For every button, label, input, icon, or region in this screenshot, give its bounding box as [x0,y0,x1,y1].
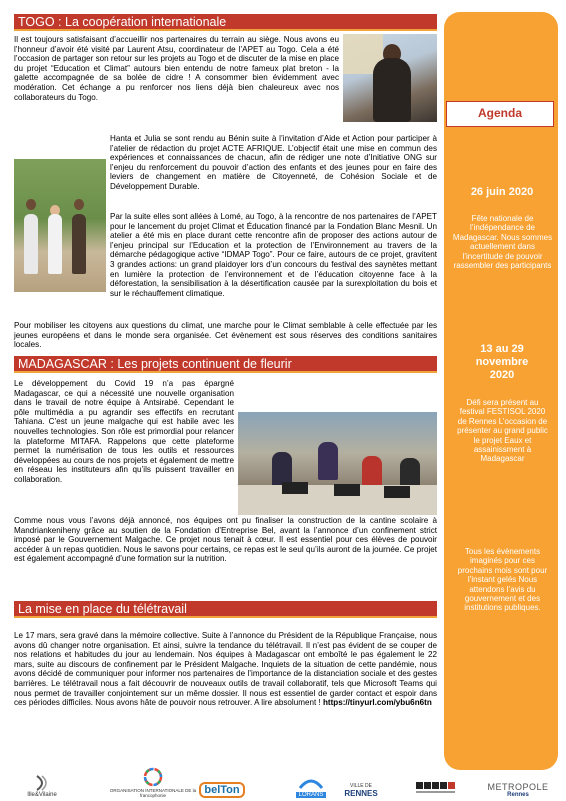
agenda-text-2: Défi sera présent au festival FESTISOL 2020 de Rennes L’occasion de présenter au grand public le projet Eaux et assainissment à Madagascar [457,398,548,464]
section-title-teletravail: La mise en place du télétravail [14,601,437,618]
madagascar-paragraph-2: Comme nous vous l’avons déjà annoncé, nos équipes ont pu finaliser la construction de la cantine scolaire à Mandriankeniheny grâce au soutien de la Fondation d’Entreprise Bel, avant la l’annonce d’un confinement strict imposé par le Gouvernement Malgache. Ce projet nous tenait à cœur. Il est essentiel pour ces élèves de pouvoir accéder à un repas quotidien. Nous le savons pour certains, ce repas est le seul qu’ils auront de la journée. Ce projet est également accompagné d’une formation sur la nutrition. [14,516,437,564]
togo-paragraph-1: Il est toujours satisfaisant d’accueillir nos partenaires du terrain au siège. Nous avons eu l’honneur d’avoir été visité par Laurent Atsu, coordinateur de l’APET au Togo. Cela a été l’occasion de partager son retour sur les projets au Togo et de discuter de la mise en place du projet “Education et Climat” autours bien entendu de notre fameux plat breton - la galette accompagnée de sa bolée de cidre ! A consommer bien évidemment avec modération. Cet échange a pu renforcer nos liens déjà bien chaleureux avec nos collaborateurs du Togo. [14,35,339,102]
lorans-icon [298,774,324,792]
partner-logos [12,762,562,798]
togo-paragraph-2: Hanta et Julia se sont rendu au Bénin suite à l’invitation d’Aide et Action pour participer à l’atelier de rédaction du projet ACTE AFRIQUE. L’objectif était une mise en commun des expériences et connaissances de chacun, afin de rédiger une note d’Initiative ONG sur l’enjeu du renforcement du pouvoir d’action des enfants et des jeunes pour en faire des leviers de changement en matière de Citoyenneté, de Cohésion Sociale et de Développement Durable. [110,134,437,191]
logo-francophonie: ORGANISATION INTERNATIONALE DE la francophonie [108,762,198,798]
togo-paragraph-4: Pour mobiliser les citoyens aux questions du climat, une marche pour le Climat semblable à celle effectuée par les jeunes européens et dans le monde sera organisée. Cet évènement est sous réserves des conditions sanitaires locales. [14,321,437,350]
tinyurl-link[interactable]: https://tinyurl.com/ybu6n6tn [322,698,432,708]
francophonie-icon [142,766,164,788]
section-title-madagascar: MADAGASCAR : Les projets continuent de fleurir [14,356,437,373]
logo-reseau [416,762,460,798]
madagascar-paragraph-1: Le développement du Covid 19 n’a pas épargné Madagascar, ce qui a nécessité une nouvelle organisation dans le travail de notre équipe à Antsirabé. Cependant le pôle multimédia a pu agrandir ses effectifs en recrutant Tahiana. C’est un jeune malgache qui est habile avec les nouvelles technologies. Son rôle est primordial pour relancer la plateforme MITAFA. Rappelons que cette plateforme permet la numérisation de tous les outils et ressources développées au cours de nos projets et également de mettre en réseau les instituteurs afin qu’ils puissent travailler en collaboration. [14,379,234,484]
photo-benin-team [14,159,106,292]
logo-metropole: METROPOLE Rennes [487,782,549,798]
logo-lorans: LORANS [288,762,334,798]
ille-vilaine-icon [33,774,51,792]
agenda-date-1: 26 juin 2020 [470,186,534,198]
agenda-text-1: Fête nationale de l’indépendance de Madagascar. Nous sommes actuellement dans l’incertitude de pouvoir rassembler des participants [452,214,553,271]
photo-madagascar-team [238,412,437,515]
logo-belton: belTon [202,762,242,798]
section-title-togo: TOGO : La coopération internationale [14,14,437,31]
logo-rennes: VILLE DE RENNES [344,783,378,798]
photo-laurent-atsu [343,34,437,122]
agenda-title: Agenda [446,101,554,127]
togo-paragraph-3: Par la suite elles sont allées à Lomé, au Togo, à la rencontre de nos partenaires de l’APET pour le lancement du projet Climat et Éducation financé par la Fondation Blanc Mesnil. Un atelier a été mis en place durant cette rencontre afin de proposer des actions autour de l’enjeu principal sur l’Education et la protection de l’Environnement au travers de la démarche pédagogique active “IDMAP Togo”. Pour ce faire, autours de ce projet, gravitent 3 grandes actions: un grand plaidoyer lors d’un concours du festival des saynètes mettant en lumière la protection de l’environnement et de l’éducation citoyenne face à la déforestation, la sensibilisation à la désertification causée par la surexploitation du bois et sur le réchauffement climatique. [110,212,437,298]
reseau-logo-icon [416,778,460,798]
logo-ille-vilaine: Ille&Vilaine [12,762,72,798]
agenda-note: Tous les évènements imaginés pour ces prochains mois sont pour l’instant gelés Nous attendons l’avis du gouvernement et des institutions publiques. [457,547,548,613]
teletravail-paragraph: Le 17 mars, sera gravé dans la mémoire collective. Suite à l’annonce du Président de la République Française, nous avons dû changer notre organisation. Et ainsi, suivre la tendance du télétravail. Il n’est pas évident de se couper de nos relations et habitudes du jour au lendemain. Nos équipes à Madagascar ont emboîté le pas également le 22 mars, suite au discours de confinement par le Président Malgache. Inquiets de la situation de cette pandémie, nous avons décidé de communiquer pour informer nos partenaires de l’importance de la distanciation sociale et des gestes barrières. Le télétravail nous a fait découvrir de nouveaux outils de travail collaboratif, tels que Microsoft Teams qui nous permet de travailler conjointement sur un même dossier. Il nous est essentiel de garder contact et espoir dans ces périodes difficiles. Nous avons hâte de pouvoir nous retrouver. A lire absolument ! https://tinyurl.com/ybu6n6tn [14,631,437,708]
agenda-date-2: 13 au 29 novembre 2020 [475,343,529,381]
